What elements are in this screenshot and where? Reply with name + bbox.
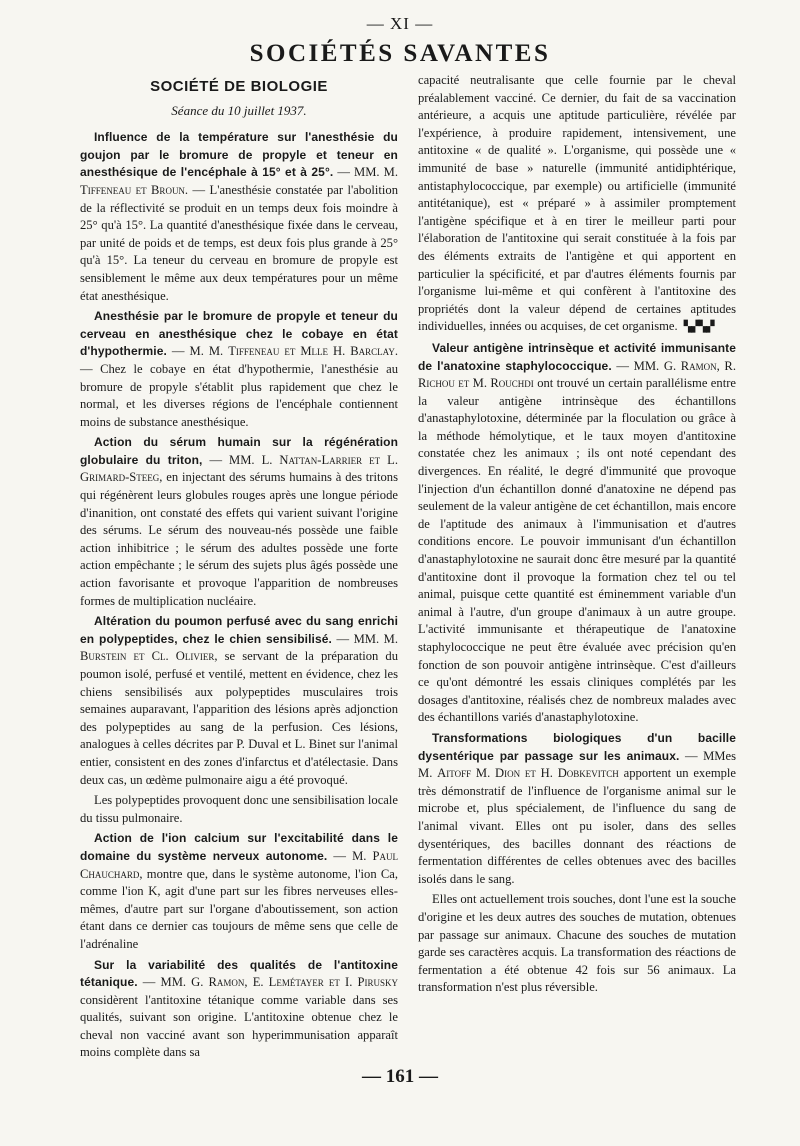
article-title: Valeur antigène intrinsèque et activité immunisante de l'anatoxine staphylococcique. (418, 340, 736, 373)
article-paragraph (418, 730, 736, 888)
article-body: ont trouvé un certain parallélisme entre la valeur antigène intrinsèque des échantillons d'anastaphylotoxine, déterminée par la floculation ou grâce à la méthode hémolytique, et le taux moyen d'antitoxine constatée chez les animaux ; ils ont noté cependant des divergences. En réalité, le degré d'immunité que provoque l'injection d'un échantillon donné d'anatoxine ne dépend pas seulement de la valeur antigène de cet échantillon, mais encore de l'aptitude des animaux à l'immunisation et d'autres conditions encore. Le pouvoir immunisant d'un échantillon d'anastaphylotoxine ne saurait donc être mesuré par la quantité d'antitoxine dont il provoque la formation chez tel ou tel animal, puisque cette quantité est éminemment variable d'un animal à l'autre, d'un groupe d'animaux à un autre groupe. L'activité immunisante et thérapeutique de l'anatoxine staphylococcique ne peut être évaluée avec précision qu'en fonction de son pouvoir antigène intrinsèque. C'est d'ailleurs ce qu'ont démontré les essais cliniques complétés par les dosages d'antitoxine, réalisés chez de nombreux malades avec des échantillons variés d'anastaphylotoxine. (418, 376, 736, 725)
article-title: Sur la variabilité des qualités de l'antitoxine tétanique. (80, 957, 398, 990)
article-paragraph (80, 129, 398, 305)
society-heading: SOCIÉTÉ DE BIOLOGIE (150, 78, 328, 95)
authors-lead: — MMes M. (418, 748, 736, 781)
authors-lead: — M. (327, 848, 373, 863)
left-column (80, 72, 398, 1065)
article-title: Action de l'ion calcium sur l'excitabilité dans le domaine du système nerveux autonome. (80, 831, 398, 863)
continuation-paragraph (418, 72, 736, 337)
article-paragraph (80, 613, 398, 789)
article-paragraph (418, 340, 736, 727)
article-paragraph (80, 434, 398, 610)
article-authors: G. Ramon, R. Richou et M. Rouchdi (418, 358, 736, 391)
article-body: apportent un exemple très démonstratif de l'influence de l'organisme animal sur le microbe et, plus spécialement, de l'influence du sang de l'animal vivant. Elles ont pu isoler, dans des selles dysentériques, des bacilles donnant des réactions de fermentation différentes de celles obtenues avec des bacilles isolés dans le sang. (418, 766, 736, 886)
article-body: se servant de la préparation du poumon isolé, perfusé et ventilé, mettent en évidence, chez les chiens sensibilisés aux polypeptides musculaires trois semaines auparavant, l'apparition des lésions après adjonction des polypeptides au sang de la perfusion. Ces lésions, analogues à celles décrites par P. Duval et L. Binet sur l'animal entier, consistent en des zones d'infarctus et d'atélectasie. Dans deux cas, un œdème pulmonaire aigu a été provoqué. (80, 649, 398, 787)
session-date: Séance du 10 juillet 1937. (171, 102, 307, 118)
article-authors: Paul Chauchard, (80, 848, 398, 881)
authors-lead: — M. M. (166, 344, 229, 359)
printer-ornament-icon: ▚▞▚▞ (683, 321, 714, 334)
page-number: — 161 — (362, 1066, 438, 1087)
article-title: Action du sérum humain sur la régénération globulaire du triton, (80, 435, 398, 467)
article-authors: Aitoff M. Dion et H. Dobkevitch (437, 766, 619, 781)
article-paragraph (80, 830, 398, 953)
authors-lead: — MM. (611, 358, 664, 373)
authors-lead: — MM. M. (333, 165, 398, 180)
body-paragraph: Elles ont actuellement trois souches, dont l'une est la souche d'origine et les deux autres des souches de mutation, obtenues par passage sur animaux. Chacune des souches de mutation garde ses caractères acquis. La transformation des réactions de fermentation a été obtenue 42 fois sur 56 animaux. La transformation n'est plus réversible. (418, 892, 736, 995)
article-title: Transformations biologiques d'un bacille dysentérique par passage sur les animaux. (418, 730, 736, 763)
section-title: SOCIÉTÉS SAVANTES (249, 40, 551, 67)
article-authors: G. Ramon, E. Lemétayer et I. Pirusky (191, 975, 398, 990)
article-paragraph (80, 308, 398, 431)
article-title: Anesthésie par le bromure de propyle et teneur du cerveau en anesthésique chez le cobaye en état d'hypothermie. (80, 309, 398, 359)
right-column (418, 72, 736, 1000)
authors-lead: — MM. (137, 975, 192, 990)
article-authors: Tiffeneau et Broun. (80, 182, 189, 197)
article-paragraph (80, 957, 398, 1063)
article-body: — Chez le cobaye en état d'hypothermie, l'anesthésie au bromure de propyle s'établit plus rapidement que chez le normal, et les diverses régions de l'encéphale contiennent moins de substance anesthésique. (80, 361, 398, 429)
roman-page-number: — XI — (366, 14, 434, 33)
article-authors: Burstein et Cl. Olivier, (80, 649, 218, 664)
continuation-text: capacité neutralisante que celle fournie par le cheval préalablement vacciné. Ce dernier, du fait de sa vaccination antérieure, a acquis une aptitude particulière, révélée par l'expérience, à produire rapidement, intensivement, une antitoxine « de qualité ». L'organisme, qui possède une « immunité de base » naturelle (immunité antidiphtérique, antistaphylococcique, par exemple) ou artificielle (immunité antitétanique), est « préparé » à assimiler promptement l'antigène spécifique et à en tirer le meilleur parti pour l'élaboration de l'antitoxine qui serait constituée à la fois par des éléments extraits de l'antigène et qui apportent en particulier la spécificité, et par d'autres éléments fournis par l'organisme lui-même et qui confèrent à l'antitoxine des propriétés dont la valeur dépend de certaines aptitudes individuelles, innées ou acquises, de cet organisme. (418, 73, 736, 334)
article-body: considèrent l'antitoxine tétanique comme variable dans ses qualités, suivant son origine. L'antitoxine obtenue chez le cheval non vacciné avant son hyperimmunisation apparaît moins complète dans sa (80, 992, 398, 1060)
article-title: Influence de la température sur l'anesthésie du goujon par le bromure de propyle et teneur en anesthésique de l'encéphale à 15° et à 25°. (80, 130, 398, 180)
authors-lead: — MM. (202, 452, 262, 467)
body-paragraph: Les polypeptides provoquent donc une sensibilisation locale du tissu pulmonaire. (80, 793, 398, 825)
article-body: — L'anesthésie constatée par l'abolition de la réflectivité se produit en un temps deux fois moindre à 25° qu'à 15°. La quantité d'anesthésique fixée dans le cerveau, par unité de poids et de temps, est deux fois plus grande à 25° qu'à 15°. La teneur du cerveau en bromure de propyle est sensiblement le même aux deux températures pour un même état anesthésique. (80, 182, 398, 303)
article-body: en injectant des sérums humains à des tritons qui régénèrent leurs globules rouges après une longue période d'inanition, ont constaté des effets qui varient suivant l'origine des sérums. Le sérum des nouveau-nés possède une faible action inhibitrice ; le sérum des adultes possède une forte action empêchante ; le sérum des sujets plus âgés possède une action favorisante et provoque l'apparition de nombreuses formes de multiplication nucléaire. (80, 470, 398, 608)
authors-lead: — MM. M. (331, 631, 398, 646)
article-body: montre que, dans le système autonome, l'ion Ca, comme l'ion K, agit d'une part sur les fibres nerveuses elles-mêmes, d'autre part sur l'organe d'aboutissement, son action étant dans ce dernier cas toujours de même sens que celle de l'adrénaline (80, 866, 398, 951)
article-authors: L. Nattan-Larrier et L. Grimard-Steeg, (80, 452, 398, 485)
article-authors: Tiffeneau et Mlle H. Barclay. (228, 344, 398, 359)
article-title: Altération du poumon perfusé avec du sang enrichi en polypeptides, chez le chien sensibilisé. (80, 614, 398, 646)
